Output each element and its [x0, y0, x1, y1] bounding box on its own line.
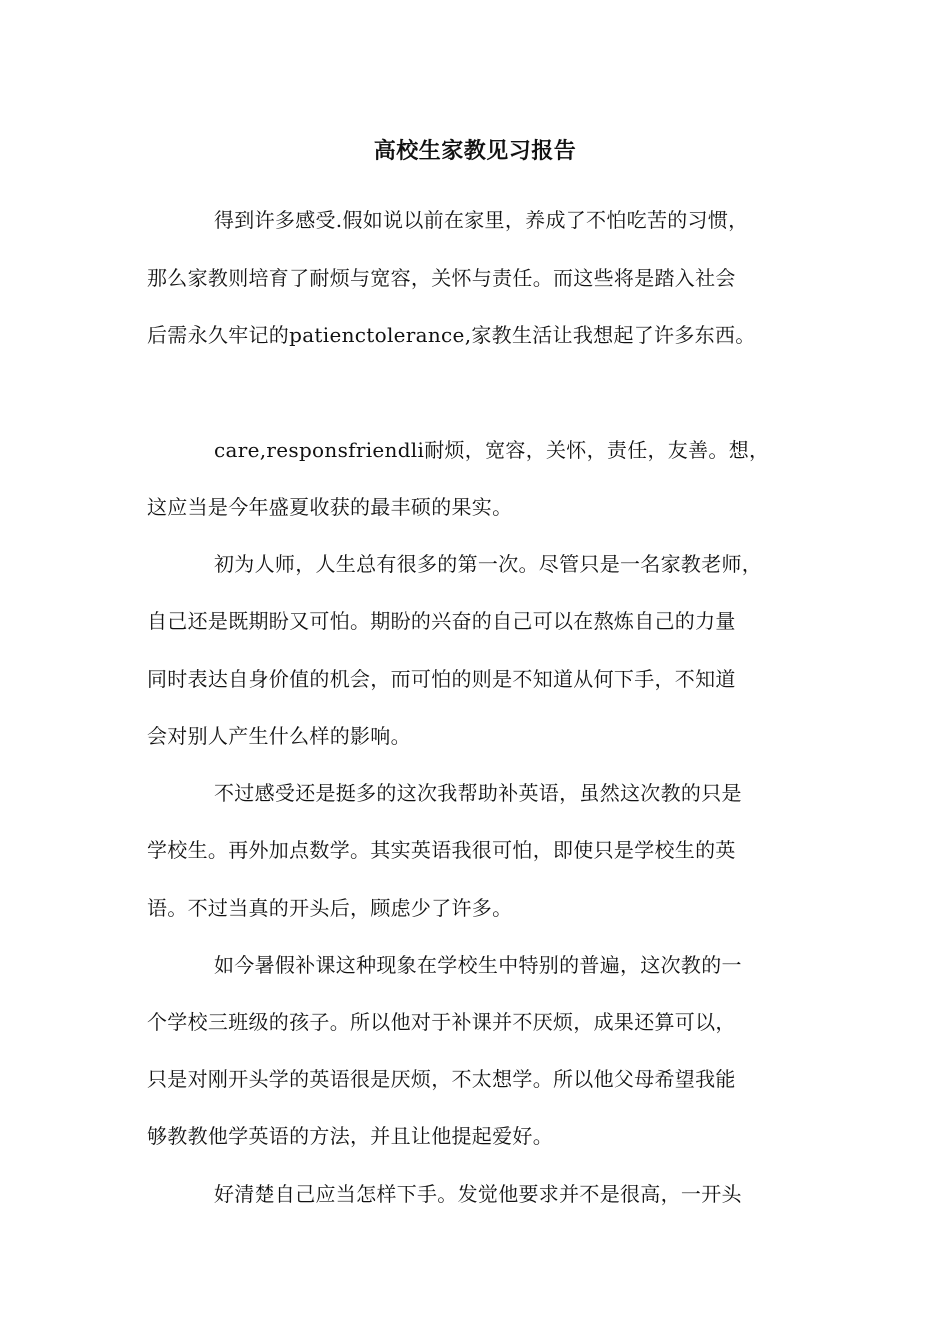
paragraph-line: 自己还是既期盼又可怕。期盼的兴奋的自己可以在熬炼自己的力量: [147, 609, 736, 633]
paragraph-line: 只是对刚开头学的英语很是厌烦，不太想学。所以他父母希望我能: [147, 1067, 736, 1091]
paragraph-line: 会对别人产生什么样的影响。: [147, 724, 411, 748]
paragraph-line: 初为人师，人生总有很多的第一次。尽管只是一名家教老师，: [214, 552, 763, 576]
paragraph-line: 那么家教则培育了耐烦与宽容，关怀与责任。而这些将是踏入社会: [147, 266, 736, 290]
paragraph-line: 学校生。再外加点数学。其实英语我很可怕，即使只是学校生的英: [147, 838, 736, 862]
paragraph-line: 这应当是今年盛夏收获的最丰硕的果实。: [147, 495, 513, 519]
paragraph-line: 语。不过当真的开头后，顾虑少了许多。: [147, 896, 513, 920]
paragraph-line: 够教教他学英语的方法，并且让他提起爱好。: [147, 1124, 553, 1148]
paragraph-line: 后需永久牢记的patienctolerance,家教生活让我想起了许多东西。: [147, 323, 756, 347]
paragraph-line: 好清楚自己应当怎样下手。发觉他要求并不是很高，一开头: [214, 1182, 742, 1206]
paragraph-line: 得到许多感受.假如说以前在家里，养成了不怕吃苦的习惯，: [214, 208, 749, 232]
document-title: 高校生家教见习报告: [373, 138, 577, 164]
paragraph-line: care,responsfriendli耐烦，宽容，关怀，责任，友善。想，: [214, 438, 770, 462]
paragraph-line: 不过感受还是挺多的这次我帮助补英语，虽然这次教的只是: [214, 781, 742, 805]
paragraph-line: 同时表达自身价值的机会，而可怕的则是不知道从何下手，不知道: [147, 667, 736, 691]
paragraph-line: 如今暑假补课这种现象在学校生中特别的普遍，这次教的一: [214, 953, 742, 977]
paragraph-line: 个学校三班级的孩子。所以他对于补课并不厌烦，成果还算可以，: [147, 1010, 736, 1034]
